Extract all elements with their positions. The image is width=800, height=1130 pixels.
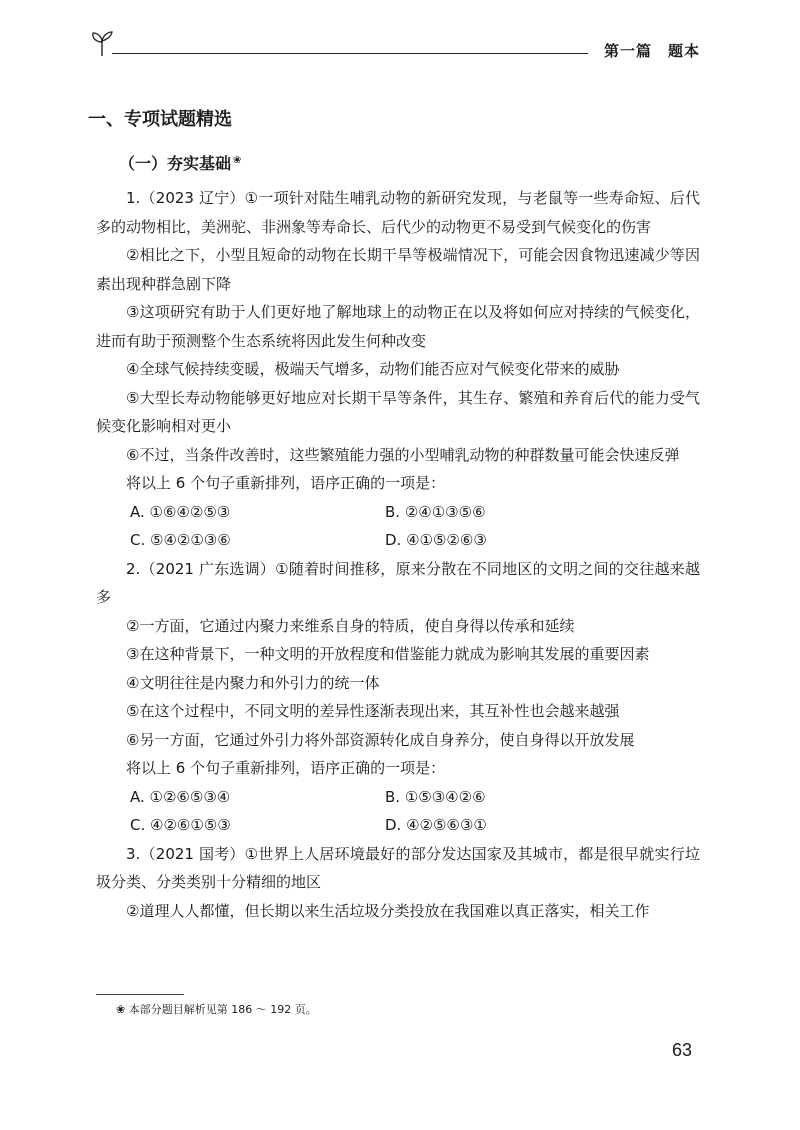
- option-c: C. ⑤④②①③⑥: [130, 531, 231, 549]
- option-b: B. ②④①③⑤⑥: [385, 502, 486, 521]
- question-line: ⑥不过，当条件改善时，这些繁殖能力强的小型哺乳动物的种群数量可能会快速反弹: [126, 445, 680, 464]
- question-line: ④全球气候持续变暖，极端天气增多，动物们能否应对气候变化带来的威胁: [126, 360, 620, 378]
- option-d: D. ④②⑤⑥③①: [385, 816, 487, 834]
- header-rule: [112, 53, 588, 54]
- question-line: ③在这种背景下，一种文明的开放程度和借鉴能力就成为影响其发展的重要因素: [126, 645, 650, 663]
- question-line: ⑤大型长寿动物能够更好地应对长期干旱等条件，其生存、繁殖和养育后代的能力受气候变化影响相对更小: [96, 388, 700, 435]
- question-line: 1.（2023 辽宁）①一项针对陆生哺乳动物的新研究发现，与老鼠等一些寿命短、后代多的动物相比，美洲驼、非洲象等寿命长、后代少的动物更不易受到气候变化的伤害: [96, 189, 700, 236]
- footnote-mark: ❀: [233, 154, 242, 166]
- question-line: 2.（2021 广东选调）①随着时间推移，原来分散在不同地区的文明之间的交往越来越多: [96, 559, 700, 606]
- leaf-sprout-icon: [90, 30, 116, 60]
- question-1: [96, 184, 700, 555]
- question-prompt: 将以上 6 个句子重新排列，语序正确的一项是：: [126, 759, 446, 777]
- option-a: A. ①⑥④②⑤③: [130, 502, 231, 521]
- question-line: ⑥另一方面，它通过外引力将外部资源转化成自身养分，使自身得以开放发展: [126, 730, 635, 749]
- page-number: 63: [672, 1040, 693, 1060]
- question-line: ②相比之下，小型且短命的动物在长期干旱等极端情况下，可能会因食物迅速减少等因素出现种群急剧下降: [96, 246, 700, 293]
- section-title: 一、专项试题精选: [88, 109, 232, 130]
- question-body: [96, 184, 700, 925]
- option-a: A. ①②⑥⑤③④: [130, 787, 231, 806]
- question-3: [96, 840, 700, 926]
- header-title: 第一篇 题本: [603, 42, 700, 60]
- footnote: ❀ 本部分题目解析见第 186 ～ 192 页。: [116, 1003, 317, 1016]
- question-line: ⑤在这个过程中，不同文明的差异性逐渐表现出来，其互补性也会越来越强: [126, 702, 620, 720]
- option-row: [96, 811, 700, 840]
- option-row: [96, 498, 700, 527]
- question-line: ③这项研究有助于人们更好地了解地球上的动物正在以及将如何应对持续的气候变化，进而有助于预测整个生态系统将因此发生何种改变: [96, 303, 700, 350]
- question-line: ②一方面，它通过内聚力来维系自身的特质，使自身得以传承和延续: [126, 616, 575, 635]
- option-row: [96, 526, 700, 555]
- sub-title-text: （一）夯实基础: [119, 154, 232, 173]
- page-header: [90, 30, 700, 70]
- option-row: [96, 783, 700, 812]
- option-c: C. ④②⑥①⑤③: [130, 816, 231, 834]
- footnote-rule: [96, 994, 184, 995]
- question-line: 3.（2021 国考）①世界上人居环境最好的部分发达国家及其城市，都是很早就实行垃圾分类、分类类别十分精细的地区: [96, 844, 700, 891]
- question-2: [96, 555, 700, 840]
- sub-title: [119, 151, 241, 174]
- question-line: ②道理人人都懂，但长期以来生活垃圾分类投放在我国难以真正落实，相关工作: [126, 901, 650, 920]
- question-line: ④文明往往是内聚力和外引力的统一体: [126, 673, 380, 692]
- option-d: D. ④①⑤②⑥③: [385, 531, 487, 549]
- option-b: B. ①⑤③④②⑥: [385, 787, 486, 806]
- question-prompt: 将以上 6 个句子重新排列，语序正确的一项是：: [126, 474, 446, 492]
